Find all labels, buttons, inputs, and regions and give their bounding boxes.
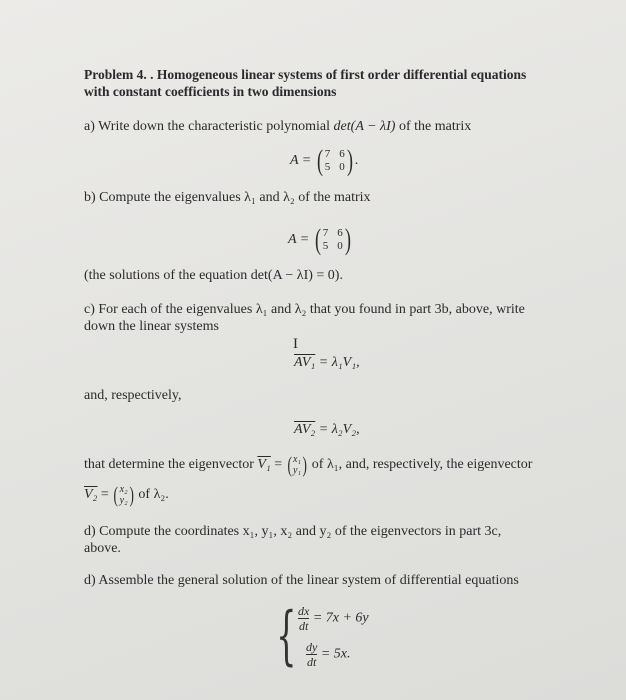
part-b-note: (the solutions of the equation det(A − λI) = 0). (84, 268, 343, 283)
equation-1 (294, 355, 360, 371)
frac-num: dx (298, 604, 310, 618)
part-d1-line1: d) Compute the coordinates x₁, y₁, x₂ and y₂ of the eigenvectors in part 3c, (84, 524, 502, 539)
matrix-a-2: A = ( 7 6 5 0 ) (288, 223, 351, 256)
system-brace: { (276, 599, 297, 673)
matrix-entry: 7 (322, 227, 329, 239)
part-a (84, 119, 471, 135)
vec-entry: x₂ (119, 484, 128, 495)
vec-entry: y₂ (119, 495, 128, 506)
matrix-entry: 5 (322, 240, 329, 252)
eigvec-eq: = (100, 487, 109, 503)
frac-num: dy (306, 640, 318, 654)
eigvec-text: of λ₂. (138, 487, 169, 503)
matrix-a-1: A = ( 7 6 5 0 ) . (290, 144, 359, 177)
part-d1-line2: above. (84, 541, 121, 556)
part-b: b) Compute the eigenvalues λ₁ and λ₂ of the matrix (84, 190, 371, 205)
matrix-lhs: A = (288, 232, 310, 248)
frac-den: dt (298, 619, 309, 633)
part-a-expr: det(A − λI) (333, 119, 396, 134)
part-c-line2: down the linear systems (84, 319, 219, 334)
eigenvector-line-2: V₂ = ( x₂ y₂ ) of λ₂. (84, 482, 169, 507)
system-eq-2 (306, 640, 351, 669)
part-a-text: a) Write down the characteristic polynomial (84, 119, 331, 134)
eigvec-eq: = (274, 457, 283, 473)
system-eq-1 (298, 604, 369, 633)
eq2-rhs: = λ₂V₂, (318, 422, 360, 437)
system-rhs-1: = 7x + 6y (312, 610, 369, 626)
and-respectively: and, respectively, (84, 388, 182, 403)
eigenvector-line-1: that determine the eigenvector V₁ = ( x₁ y₁ ) of λ₁, and, respectively, the eigenvector (84, 452, 533, 477)
part-a-tail: of the matrix (398, 119, 472, 134)
problem-title: Problem 4. . Homogeneous linear systems of first order differential equations (84, 67, 527, 82)
eigvec-text: that determine the eigenvector (84, 457, 254, 473)
matrix-entry: 6 (339, 148, 345, 160)
system-rhs-2: = 5x. (320, 646, 351, 662)
eq2-lhs: AV₂ (294, 422, 316, 437)
matrix-entry: 6 (337, 227, 343, 239)
part-d2: d) Assemble the general solution of the linear system of differential equations (84, 573, 519, 588)
eq1-rhs: = λ₁V₁, (318, 355, 360, 370)
eigvec-v1: V₁ (257, 457, 271, 473)
matrix-entry: 0 (337, 240, 343, 252)
eigvec-text: of λ₁, and, respectively, the eigenvector (311, 457, 533, 473)
equation-2 (294, 422, 360, 438)
matrix-entry: 5 (324, 161, 331, 173)
eigvec-v2: V₂ (84, 487, 98, 503)
matrix-lhs: A = (290, 153, 312, 169)
eq1-lhs: AV₁ (294, 355, 316, 370)
matrix-entry: 0 (339, 161, 345, 173)
problem-title-2: with constant coefficients in two dimensions (84, 84, 337, 99)
vec-entry: y₁ (293, 465, 301, 476)
vec-entry: x₁ (293, 454, 301, 465)
frac-den: dt (306, 655, 317, 669)
part-c-line1: c) For each of the eigenvalues λ₁ and λ₂ that you found in part 3b, above, write (84, 302, 525, 317)
matrix-entry: 7 (324, 148, 331, 160)
text-cursor-icon: I (293, 336, 298, 352)
